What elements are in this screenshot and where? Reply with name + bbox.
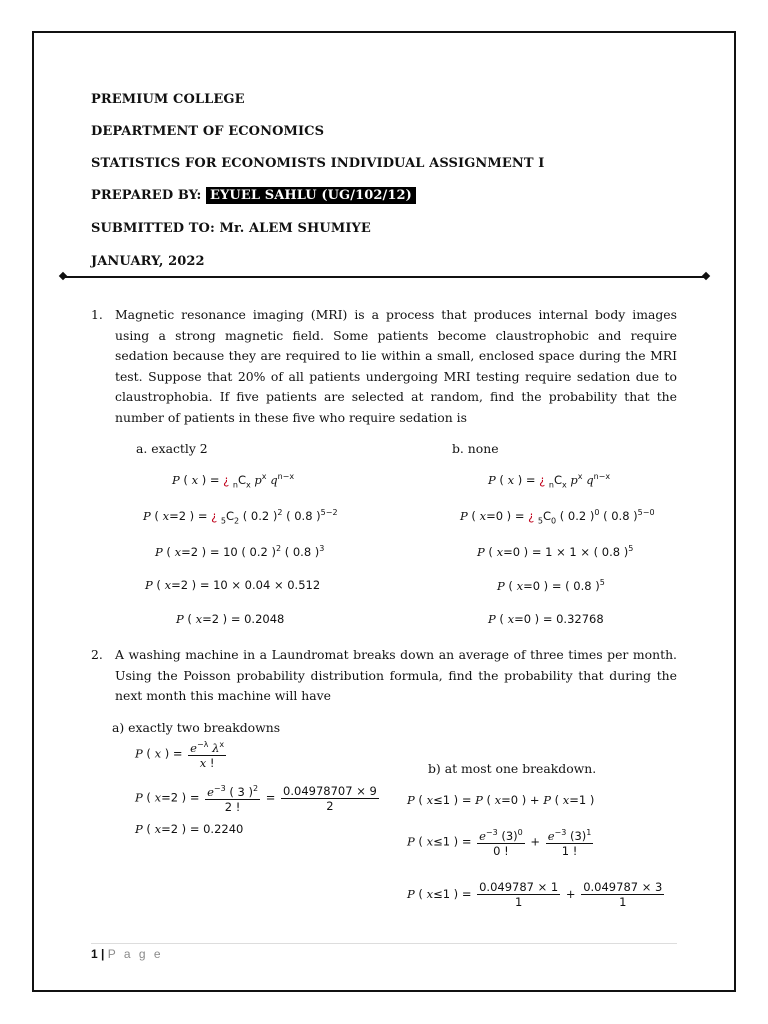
prepared-by-label: PREPARED BY: [91, 188, 202, 203]
q1a-step-1: P ( x=2 ) = ¿ $_5C_2$ ( 0.2 )$^2$ ( 0.8 )$^{5-2}$ [143, 508, 338, 526]
page-footer [91, 947, 163, 961]
question-1-number: 1. [91, 307, 103, 322]
q2a-step-1: P ( x=2 ) = $\frac{e^{-3} ( 3 )^2}{2 !}$ = $\frac{0.04978707 \times 9}{2}$ [135, 783, 377, 814]
q1-part-b-label: b. none [452, 441, 499, 456]
q2a-result: P ( x=2 ) = 0.2240 [135, 822, 244, 836]
footer-divider [91, 943, 677, 944]
submitted-to-line: SUBMITTED TO: Mr. ALEM SHUMIYE [91, 221, 371, 236]
q2-part-b-label: b) at most one breakdown. [428, 761, 597, 776]
q2b-step-3: P ( x≤1 ) = $\frac{0.049787 \times 1}{1}$ + $\frac{0.049787 \times 3}{1}$ [407, 880, 663, 909]
question-2-number: 2. [91, 647, 103, 662]
header-divider [62, 276, 708, 278]
submission-date: JANUARY, 2022 [91, 254, 205, 269]
department-name: DEPARTMENT OF ECONOMICS [91, 124, 325, 139]
q1b-step-2: P ( x=0 ) = 1 × 1 × ( 0.8 )$^5$ [477, 544, 634, 559]
q2-part-a-label: a) exactly two breakdowns [112, 720, 281, 735]
q1b-result: P ( x=0 ) = 0.32768 [488, 612, 604, 626]
question-2 [91, 645, 677, 707]
question-2-text: A washing machine in a Laundromat breaks down an average of three times per month. Using the Poisson probability distribution formula, find the probability that during the next month this machine will have [115, 647, 677, 703]
prepared-by-line [91, 188, 416, 203]
q2b-step-2: P ( x≤1 ) = $\frac{e^{-3} (3)^0}{0 !}$ + $\frac{e^{-3} (3)^1}{1 !}$ [407, 828, 592, 858]
page-word: P a g e [107, 947, 164, 961]
page-number: 1 | [91, 947, 105, 961]
q1-part-a-label: a. exactly 2 [136, 441, 208, 456]
q1a-step-2: P ( x=2 ) = 10 ( 0.2 )$^2$ ( 0.8 )$^3$ [155, 544, 325, 559]
q1b-formula-general: P ( x ) = ¿ $_nC_x$ $p^x$ $q^{n-x}$ [488, 472, 611, 490]
q1a-step-3: P ( x=2 ) = 10 × 0.04 × 0.512 [145, 578, 321, 592]
assignment-title: STATISTICS FOR ECONOMISTS INDIVIDUAL ASSIGNMENT I [91, 156, 545, 171]
question-1-text: Magnetic resonance imaging (MRI) is a process that produces internal body images using a strong magnetic field. Some patients become claustrophobic and require sedation because they are required to lie within a small, enclosed space during the MRI test. Suppose that 20% of all patients undergoing MRI testing require sedation due to claustrophobia. If five patients are selected at random, find the probability that the number of patients in these five who require sedation is [115, 307, 677, 425]
q1a-result: P ( x=2 ) = 0.2048 [176, 612, 285, 626]
q1b-step-3: P ( x=0 ) = ( 0.8 )$^5$ [497, 578, 605, 593]
q1a-formula-general: P ( x ) = ¿ $_nC_x$ $p^x$ $q^{n-x}$ [172, 472, 295, 490]
q1b-step-1: P ( x=0 ) = ¿ $_5C_0$ ( 0.2 )$^0$ ( 0.8 )$^{5-0}$ [460, 508, 655, 526]
college-name: PREMIUM COLLEGE [91, 92, 245, 107]
question-1 [91, 305, 677, 428]
q2a-poisson-formula: P ( x ) = $\frac{e^{-\lambda} \lambda^x}{x !}$ [135, 740, 225, 770]
q2b-step-1: P ( x≤1 ) = P ( x=0 ) + P ( x=1 ) [407, 793, 595, 807]
student-name: EYUEL SAHLU (UG/102/12) [206, 187, 416, 204]
